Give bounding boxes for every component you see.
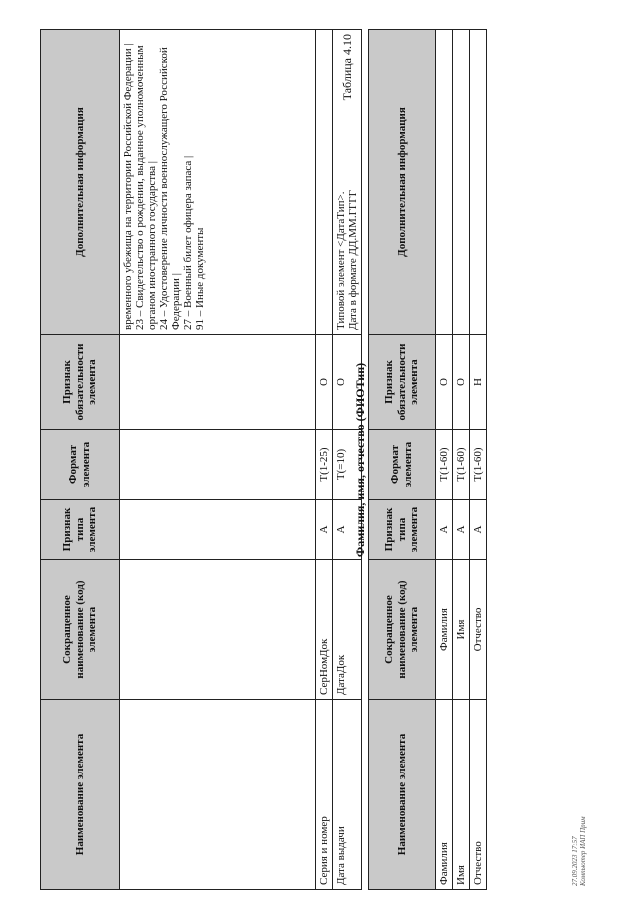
table-fio: [368, 29, 487, 890]
cell-format: Т(1-60): [470, 430, 487, 500]
cell-info: [436, 30, 453, 335]
cell-info: Типовой элемент <ДатаТип>. Дата в формате ДД.ММ.ГГГГ: [333, 30, 362, 335]
cell-format: Т(=10): [333, 430, 362, 500]
header-code: Сокращенное наименование (код) элемента: [369, 560, 436, 700]
cell-format: Т(1-60): [436, 430, 453, 500]
cell-format: Т(1-25): [316, 430, 333, 500]
cell-name: Имя: [453, 700, 470, 890]
header-required: Признак обязательности элемента: [41, 335, 120, 430]
table-caption: Таблица 4.10: [340, 34, 354, 101]
header-type: Признак типа элемента: [41, 500, 120, 560]
table-title: Фамилия, имя, отчество (ФИОТип): [353, 362, 367, 558]
table-row: [120, 30, 316, 890]
cell-info: временного убежища на территории Российской Федерации | 23 – Свидетельство о рождении, выданное уполномоченным органом иностранного государства | 24 – Удостоверение личности военнослужащего Российской Федерации | 27 – Военный билет офицера запаса | 91 – Иные документы: [120, 30, 316, 335]
cell-type: А: [316, 500, 333, 560]
cell-name: Дата выдачи: [333, 700, 362, 890]
cell-name: Фамилия: [436, 700, 453, 890]
cell-required: Н: [470, 335, 487, 430]
table-row: [436, 30, 453, 890]
cell-name: [120, 700, 316, 890]
cell-type: А: [333, 500, 362, 560]
cell-required: О: [333, 335, 362, 430]
cell-code: [120, 560, 316, 700]
cell-name: Отчество: [470, 700, 487, 890]
cell-info: [316, 30, 333, 335]
cell-code: ДатаДок: [333, 560, 362, 700]
cell-code: Фамилия: [436, 560, 453, 700]
stamp-line: 27.09.2023 17:57: [571, 836, 579, 886]
table-header-row: [369, 30, 436, 890]
header-required: Признак обязательности элемента: [369, 335, 436, 430]
header-info: Дополнительная информация: [41, 30, 120, 335]
table-row: [316, 30, 333, 890]
document-stamp: [572, 816, 587, 886]
header-type: Признак типа элемента: [369, 500, 436, 560]
header-name: Наименование элемента: [369, 700, 436, 890]
header-code: Сокращенное наименование (код) элемента: [41, 560, 120, 700]
cell-type: [120, 500, 316, 560]
cell-code: СерНомДок: [316, 560, 333, 700]
cell-required: О: [453, 335, 470, 430]
header-format: Формат элемента: [369, 430, 436, 500]
cell-type: А: [453, 500, 470, 560]
table-header-row: [41, 30, 120, 890]
header-format: Формат элемента: [41, 430, 120, 500]
cell-required: О: [436, 335, 453, 430]
cell-code: Имя: [453, 560, 470, 700]
cell-code: Отчество: [470, 560, 487, 700]
cell-type: А: [436, 500, 453, 560]
stamp-line: Компьютер ИАП Прим: [578, 816, 587, 886]
cell-required: О: [316, 335, 333, 430]
cell-required: [120, 335, 316, 430]
cell-type: А: [470, 500, 487, 560]
cell-info: [470, 30, 487, 335]
cell-format: [120, 430, 316, 500]
table-row: [470, 30, 487, 890]
cell-info: [453, 30, 470, 335]
header-name: Наименование элемента: [41, 700, 120, 890]
cell-format: Т(1-60): [453, 430, 470, 500]
cell-name: Серия и номер: [316, 700, 333, 890]
rotated-page-content: [40, 30, 600, 890]
table-document-details: [40, 29, 362, 890]
header-info: Дополнительная информация: [369, 30, 436, 335]
table-row: [453, 30, 470, 890]
